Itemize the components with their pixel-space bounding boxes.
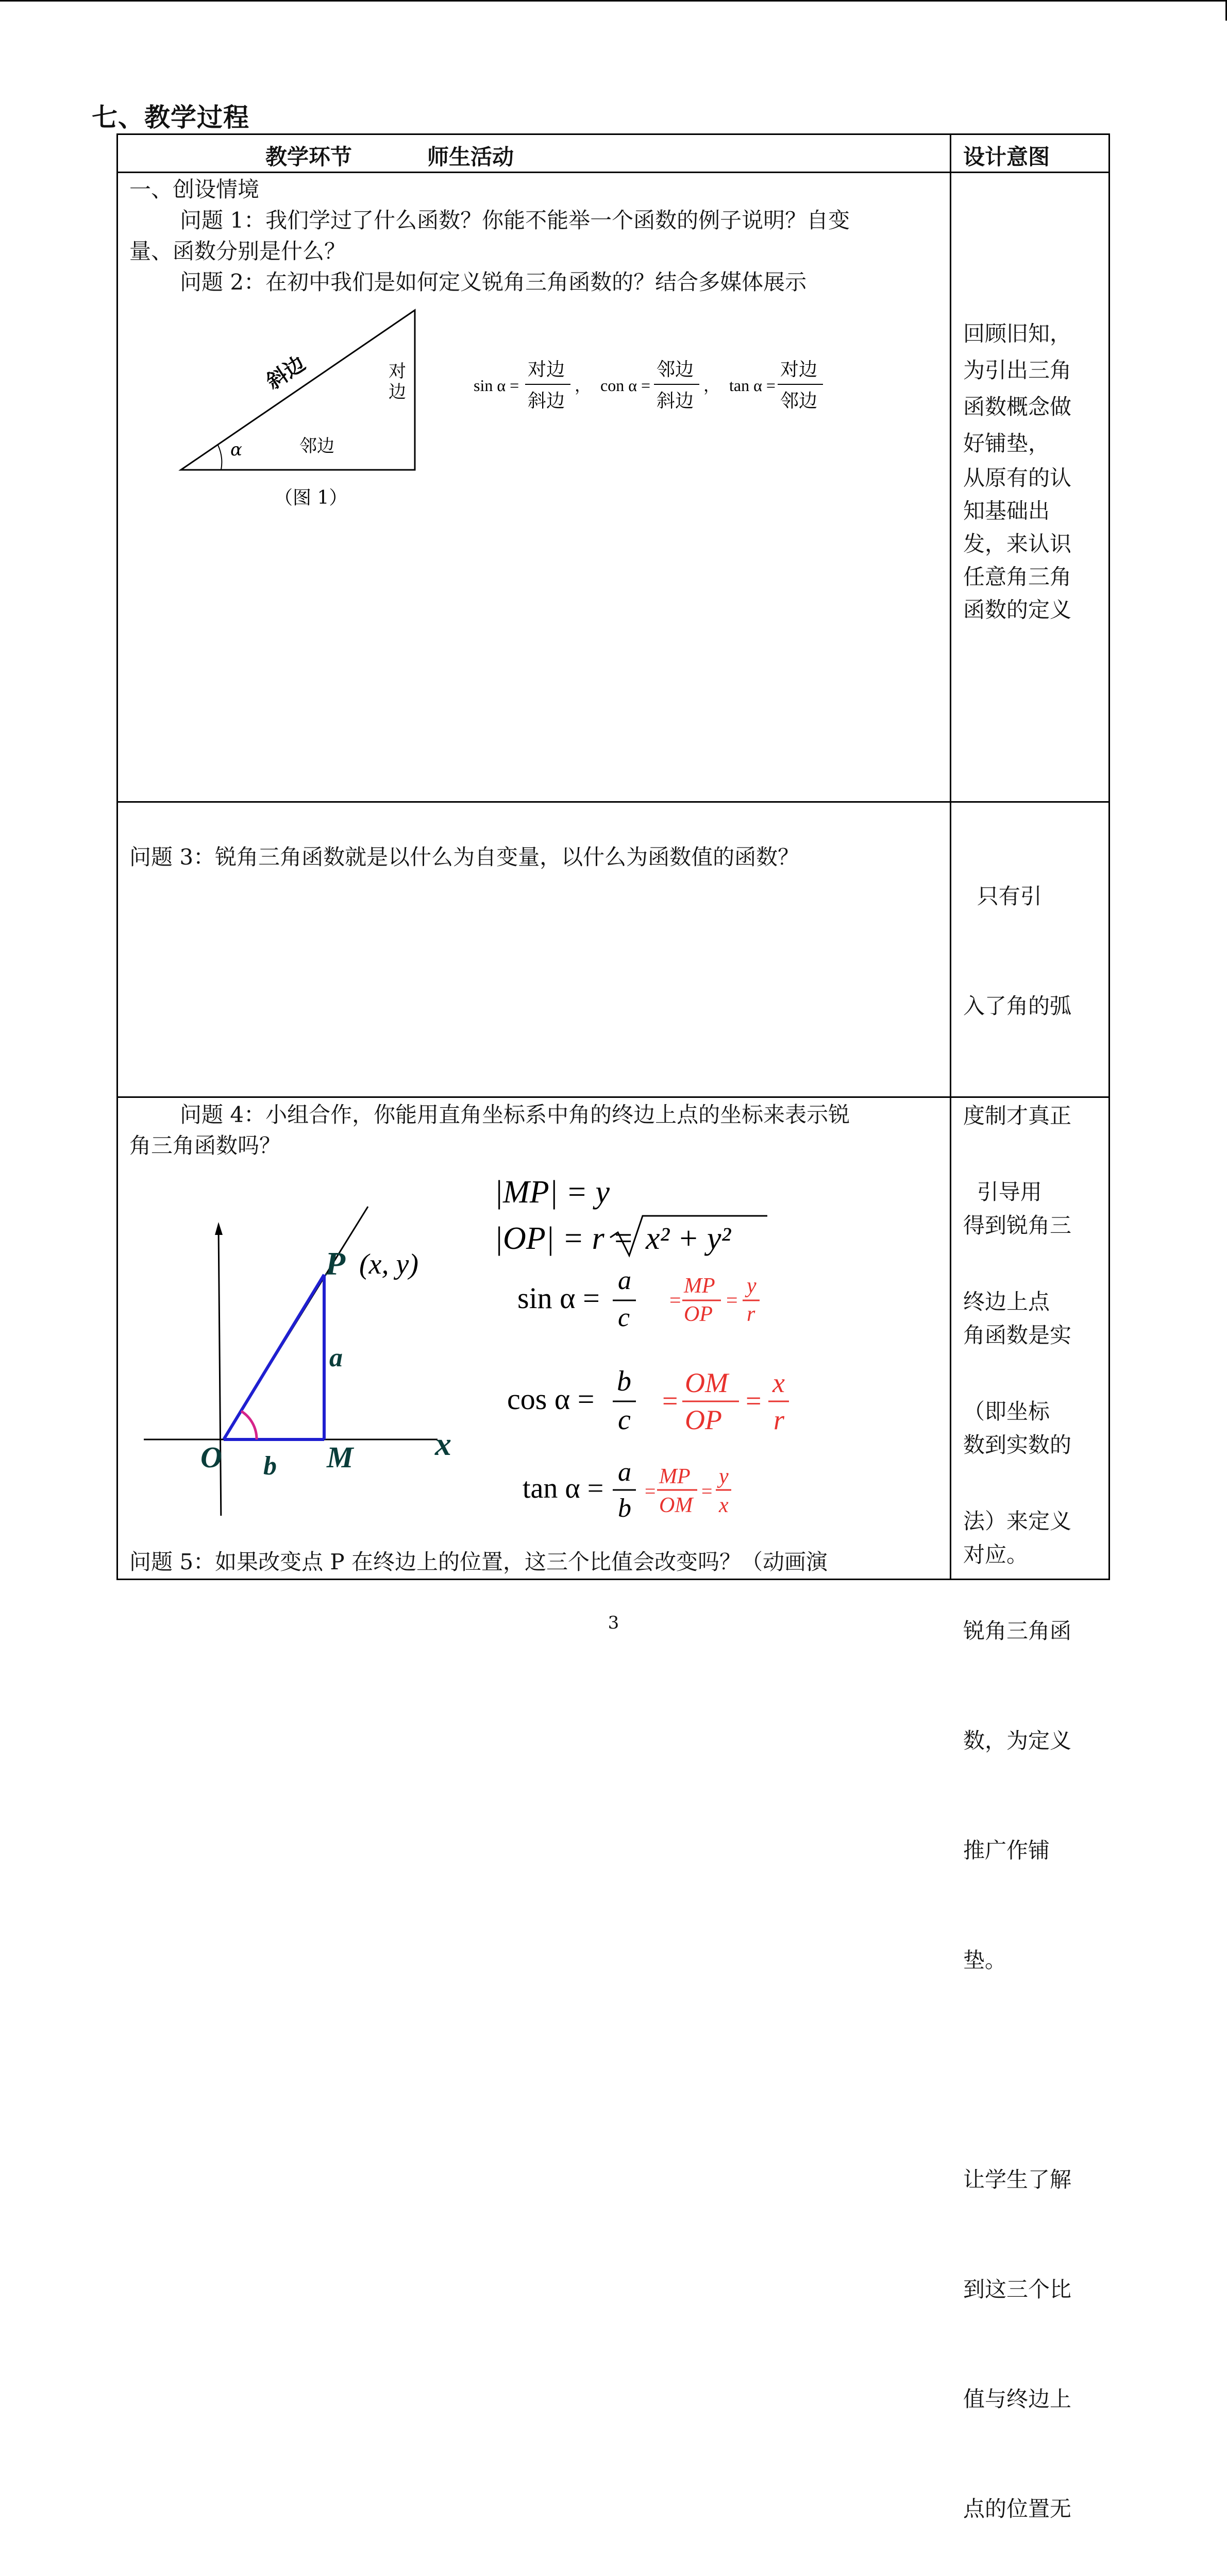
question-2: 问题 2：在初中我们是如何定义锐角三角函数的？结合多媒体展示 (180, 269, 807, 295)
angle-arc (241, 1411, 257, 1439)
intent-line: 点的位置无 (963, 2496, 1072, 2521)
intent-line: 推广作铺 (963, 1838, 1050, 1863)
tan-numerator: 对边 (780, 359, 818, 380)
cos-lhs: cos α = (507, 1382, 595, 1416)
intent-line: 函数的定义 (963, 597, 1072, 622)
intent-line: 只有引 (963, 884, 1042, 909)
intent-line: 到这三个比 (963, 2277, 1072, 2302)
top-border (0, 0, 1227, 2)
intent-line: 引导用 (963, 1179, 1042, 1205)
cos-op: OP (685, 1404, 722, 1435)
intent-line: 入了角的弧 (963, 993, 1072, 1019)
eq-op: |OP| = r = (494, 1221, 634, 1256)
tan-denominator: 邻边 (780, 391, 818, 411)
cos-denominator-c: c (618, 1404, 631, 1436)
intent-line: 任意角三角 (963, 564, 1072, 589)
angle-alpha-label: α (230, 439, 242, 460)
point-p-coordinates: (x, y) (359, 1248, 419, 1280)
eq-mp: |MP| = y (494, 1175, 610, 1210)
teaching-process-table (116, 133, 1110, 2521)
sin-numerator: 对边 (528, 359, 565, 380)
tan-x: x (719, 1494, 729, 1517)
intent-line: 数到实数的 (963, 1432, 1072, 1458)
intent-line: 让学生了解 (963, 2167, 1072, 2192)
sin-op: OP (684, 1302, 713, 1326)
origin-label: O (200, 1440, 222, 1474)
intent-line: 知基础出 (963, 498, 1050, 523)
tan-y: y (719, 1465, 729, 1488)
tan-label: tan α = (729, 376, 776, 395)
intent-line: 回顾旧知， (963, 321, 1072, 346)
sin-numerator-a: a (618, 1266, 631, 1295)
intent-line: 函数概念做 (963, 394, 1072, 419)
sin-eq-1: = (669, 1289, 681, 1312)
cos-r: r (774, 1404, 785, 1435)
tan-lhs: tan α = (523, 1472, 604, 1504)
intent-line: 法）来定义 (963, 1509, 1072, 1534)
cos-numerator-b: b (617, 1365, 631, 1397)
tan-denominator-b: b (618, 1494, 631, 1523)
sin-label: sin α = (474, 376, 519, 395)
row1-heading: 一、创设情境 (129, 177, 260, 202)
intent-line: 值与终边上 (963, 2386, 1072, 2412)
con-numerator: 邻边 (657, 359, 694, 380)
segment-op (224, 1275, 324, 1439)
cos-eq-1: = (662, 1385, 678, 1416)
tan-numerator-a: a (618, 1458, 631, 1487)
intent-line: 度制才真正 (963, 1103, 1072, 1128)
sin-denominator-c: c (618, 1303, 630, 1332)
intent-line: 对应。 (963, 1542, 1029, 1567)
x-axis-label: x (435, 1426, 451, 1462)
tan-eq-2: = (701, 1481, 713, 1502)
opposite-label-2: 边 (389, 382, 406, 402)
sin-eq-2: = (726, 1289, 738, 1312)
side-a-label: a (329, 1343, 343, 1372)
intent-line (963, 2052, 1102, 2088)
intent-line: 数，为定义 (963, 1728, 1072, 1753)
y-axis-arrow (215, 1222, 223, 1235)
question-4-line1: 问题 4：小组合作，你能用直角坐标系中角的终边上点的坐标来表示锐 (180, 1102, 850, 1127)
header-activity: 师生活动 (427, 144, 514, 170)
question-4-line2: 角三角函数吗？ (129, 1133, 281, 1158)
sin-denominator: 斜边 (528, 391, 565, 411)
question-1-line1: 问题 1：我们学过了什么函数？你能不能举一个函数的例子说明？自变 (180, 208, 850, 233)
page-number: 3 (608, 1613, 619, 1633)
side-b-label: b (263, 1451, 277, 1481)
tan-eq-1: = (645, 1481, 656, 1502)
cos-x: x (772, 1367, 785, 1398)
intent-line: 锐角三角函 (963, 1618, 1072, 1643)
intent-line: 角函数是实 (963, 1323, 1072, 1348)
row2-divider (118, 1096, 1108, 1098)
row1-design-intent (963, 315, 1102, 626)
sin-mp: MP (684, 1274, 715, 1298)
tan-mp: MP (659, 1465, 691, 1488)
intent-line: 得到锐角三 (963, 1213, 1072, 1238)
point-m-label: M (327, 1440, 354, 1474)
cos-om: OM (685, 1367, 728, 1398)
sin-lhs: sin α = (517, 1281, 600, 1315)
trig-definitions (474, 351, 968, 418)
intent-line: 终边上点 (963, 1289, 1050, 1314)
separator-2: ， (703, 376, 720, 395)
question-3: 问题 3：锐角三角函数就是以什么为自变量，以什么为函数值的函数？ (129, 844, 800, 870)
header-divider (118, 172, 1108, 173)
intent-line: 好铺垫， (963, 431, 1050, 456)
adjacent-label: 邻边 (299, 436, 334, 456)
question-5: 问题 5：如果改变点 P 在终边上的位置，这三个比值会改变吗？（动画演 (129, 1549, 828, 1574)
eq-op-radicand: x² + y² (646, 1221, 731, 1256)
coordinate-formulas (489, 1160, 932, 1547)
cos-eq-2: = (746, 1385, 762, 1416)
row3-design-intent (963, 1100, 1102, 2576)
opposite-label-1: 对 (389, 361, 406, 382)
con-denominator: 斜边 (657, 391, 694, 411)
con-label: con α = (600, 376, 651, 395)
row1-divider (118, 801, 1108, 803)
angle-arc (218, 445, 222, 470)
section-title: 七、教学过程 (92, 103, 249, 132)
hypotenuse-label: 斜边 (262, 351, 310, 395)
intent-line: 垫。 (963, 1947, 1007, 1973)
figure-caption: （图 1） (274, 487, 348, 506)
header-teaching-step: 教学环节 (265, 144, 352, 170)
point-p-label: P (325, 1245, 346, 1282)
sin-y: y (747, 1274, 757, 1298)
sin-r: r (747, 1302, 755, 1326)
intent-line: （即坐标 (963, 1399, 1050, 1424)
triangle-shape (181, 310, 415, 470)
header-design-intent: 设计意图 (963, 144, 1050, 170)
tan-om: OM (659, 1494, 693, 1517)
intent-line: 为引出三角 (963, 358, 1072, 383)
intent-line: 发，来认识 (963, 531, 1072, 556)
question-1-line2: 量、函数分别是什么？ (129, 239, 346, 264)
separator-1: ， (575, 376, 592, 395)
intent-line: 从原有的认 (963, 465, 1072, 490)
